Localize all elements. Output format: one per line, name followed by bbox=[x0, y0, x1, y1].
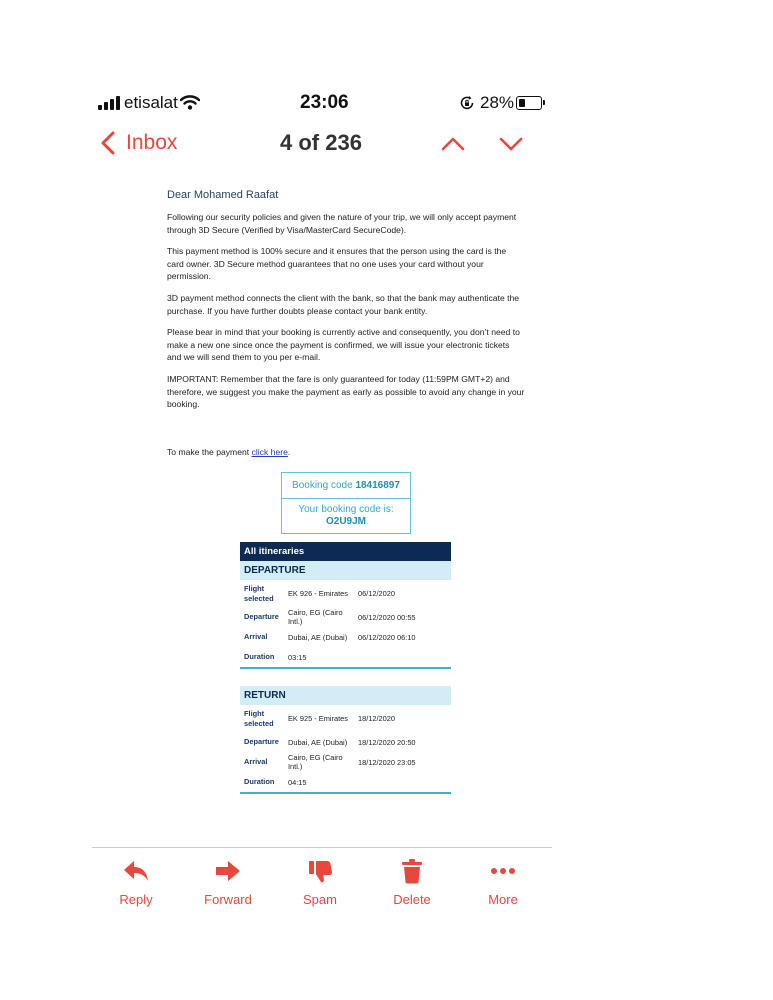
forward-button[interactable] bbox=[188, 856, 268, 907]
payment-link[interactable]: click here bbox=[251, 447, 288, 457]
rotation-lock-icon bbox=[459, 95, 475, 116]
more-icon bbox=[463, 856, 543, 886]
your-code: O2U9JM bbox=[325, 516, 366, 527]
row-value: Dubai, AE (Dubai) bbox=[288, 632, 348, 642]
message-counter: 4 of 236 bbox=[280, 130, 362, 155]
row-value: 18/12/2020 bbox=[358, 714, 395, 723]
paragraph: Please bear in mind that your booking is currently active and consequently, you don’t need to make a new one since once the payment is confirmed, we will issue your electronic tickets and we will send them to you per e-mail. bbox=[167, 327, 520, 363]
row-value: EK 925 - Emirates bbox=[288, 714, 348, 723]
paragraph: This payment method is 100% secure and it ensures that the person using the card is the card owner. 3D Secure method guarantees that no one uses your card without your permission. bbox=[167, 246, 507, 282]
table-row bbox=[240, 607, 451, 627]
reply-button[interactable] bbox=[96, 856, 176, 907]
email-body bbox=[167, 188, 525, 420]
row-label: Arrival bbox=[244, 757, 268, 766]
thumbs-down-icon bbox=[280, 856, 360, 886]
row-value: Dubai, AE (Dubai) bbox=[288, 737, 348, 747]
paragraph: 3D payment method connects the client with the bank, so that the bank may authenticate the purchase. If you have further doubts please contact your bank entity. bbox=[167, 292, 520, 316]
row-value: EK 926 - Emirates bbox=[288, 589, 348, 598]
table-row bbox=[240, 647, 451, 667]
forward-label: Forward bbox=[204, 892, 252, 907]
row-label: Flight selected bbox=[244, 708, 274, 728]
wifi-icon bbox=[180, 95, 200, 115]
itinerary-table bbox=[240, 542, 451, 794]
delete-label: Delete bbox=[393, 892, 431, 907]
carrier-name: etisalat bbox=[124, 93, 178, 112]
row-value: 18/12/2020 23:05 bbox=[358, 757, 416, 767]
table-row bbox=[240, 705, 451, 732]
row-label: Flight selected bbox=[244, 583, 274, 603]
table-row bbox=[240, 627, 451, 647]
cellular-signal-icon bbox=[98, 96, 120, 110]
table-row bbox=[240, 732, 451, 752]
row-value: 06/12/2020 06:10 bbox=[358, 632, 416, 642]
back-to-inbox-link[interactable]: Inbox bbox=[126, 131, 178, 154]
paragraph: IMPORTANT: Remember that the fare is only guaranteed for today (11:59PM GMT+2) and therefore, we suggest you make the payment as early as possible to avoid any change in your booking. bbox=[167, 373, 525, 410]
payment-line bbox=[167, 447, 290, 457]
more-button[interactable] bbox=[463, 856, 543, 907]
delete-button[interactable] bbox=[372, 856, 452, 907]
spam-label: Spam bbox=[303, 892, 337, 907]
clock: 23:06 bbox=[300, 92, 349, 113]
row-label: Departure bbox=[244, 737, 279, 746]
row-value: Cairo, EG (Cairo Intl.) bbox=[288, 753, 343, 771]
return-header: RETURN bbox=[240, 686, 451, 705]
row-value: 06/12/2020 bbox=[358, 589, 395, 598]
row-label: Departure bbox=[244, 612, 279, 621]
toolbar-divider bbox=[92, 847, 552, 848]
row-value: 06/12/2020 00:55 bbox=[358, 612, 416, 622]
row-value: Cairo, EG (Cairo Intl.) bbox=[288, 608, 343, 626]
payment-prefix: To make the payment bbox=[167, 447, 252, 457]
table-row bbox=[240, 772, 451, 792]
itinerary-header: All itineraries bbox=[240, 542, 451, 561]
departure-header: DEPARTURE bbox=[240, 561, 451, 580]
reply-label: Reply bbox=[119, 892, 153, 907]
status-bar bbox=[0, 88, 773, 120]
forward-icon bbox=[188, 856, 268, 886]
table-row bbox=[240, 752, 451, 772]
your-code-row bbox=[282, 499, 410, 533]
table-row bbox=[240, 580, 451, 607]
booking-code-label: Booking code bbox=[292, 480, 353, 491]
row-label: Arrival bbox=[244, 632, 268, 641]
spam-button[interactable] bbox=[280, 856, 360, 907]
booking-code-box bbox=[281, 472, 411, 534]
booking-code: 18416897 bbox=[355, 480, 400, 491]
greeting: Dear Mohamed Raafat bbox=[167, 189, 279, 201]
row-value: 18/12/2020 20:50 bbox=[358, 737, 416, 747]
row-label: Duration bbox=[244, 652, 275, 661]
chevron-down-icon[interactable] bbox=[499, 137, 523, 156]
row-label: Duration bbox=[244, 777, 275, 786]
row-value: 04:15 bbox=[288, 777, 307, 787]
battery-percentage: 28% bbox=[480, 93, 515, 112]
more-label: More bbox=[488, 892, 518, 907]
paragraph: Following our security policies and given the nature of your trip, we will only accept payment through 3D Secure (Verified by Visa/MasterCard SecureCode). bbox=[167, 212, 517, 235]
trash-icon bbox=[372, 856, 452, 886]
row-value: 03:15 bbox=[288, 652, 307, 662]
battery-tip bbox=[543, 100, 545, 105]
reply-icon bbox=[96, 856, 176, 886]
chevron-up-icon[interactable] bbox=[441, 137, 465, 156]
your-code-label: Your booking code is: bbox=[298, 504, 394, 515]
payment-suffix: . bbox=[287, 447, 291, 457]
battery-icon bbox=[516, 96, 542, 110]
divider-line bbox=[240, 792, 451, 794]
booking-code-row bbox=[282, 473, 410, 499]
chevron-left-icon[interactable] bbox=[100, 131, 116, 160]
